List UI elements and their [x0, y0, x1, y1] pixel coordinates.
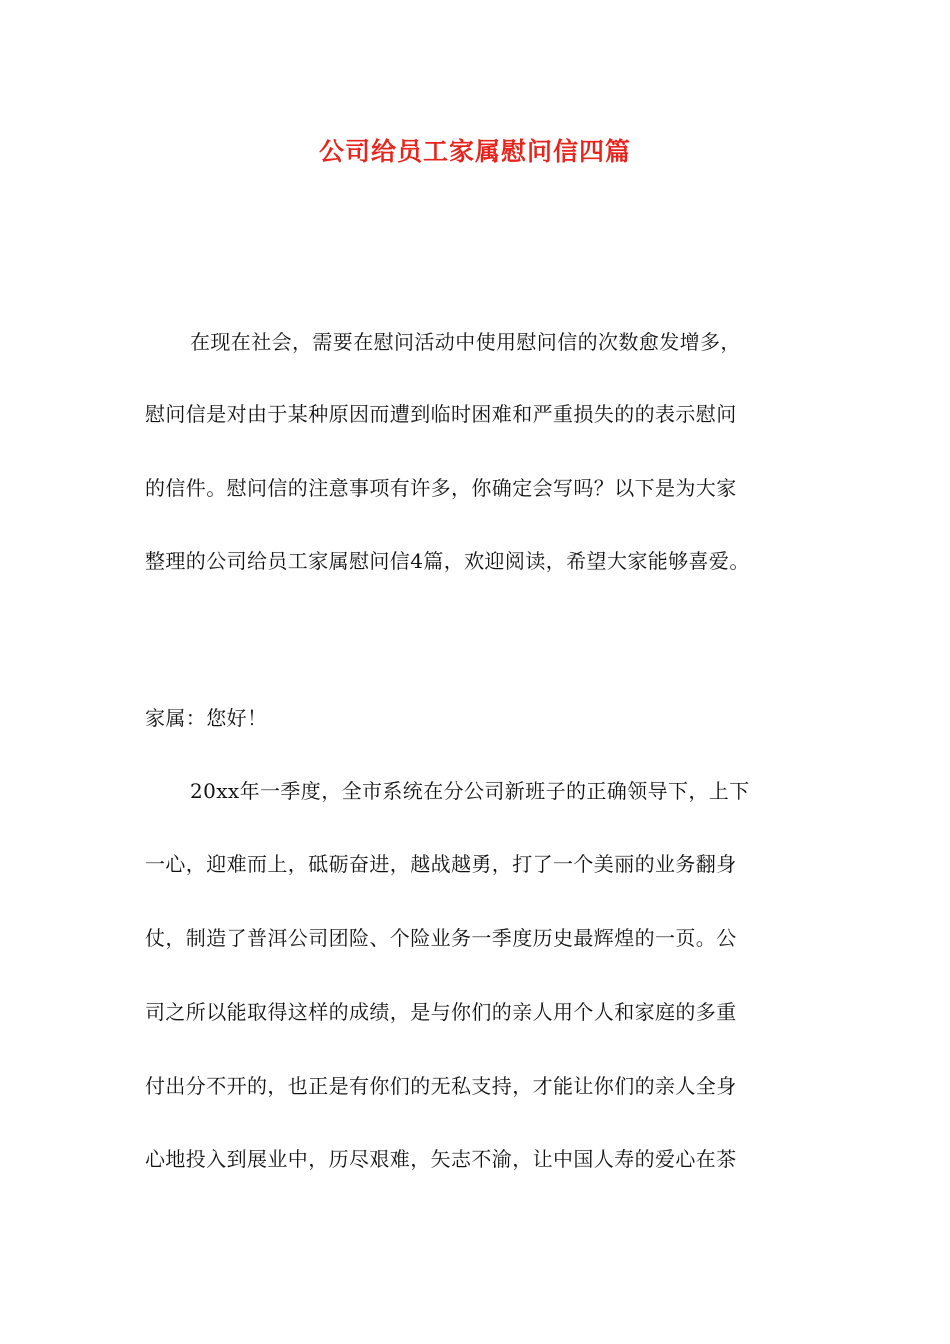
body-line: 司之所以能取得这样的成绩，是与你们的亲人用个人和家庭的多重 [145, 1000, 737, 1024]
body-line: 心地投入到展业中，历尽艰难，矢志不渝，让中国人寿的爱心在茶 [145, 1147, 737, 1171]
body-line: 一心，迎难而上，砥砺奋进，越战越勇，打了一个美丽的业务翻身 [145, 852, 737, 876]
intro-line: 整理的公司给员工家属慰问信4篇，欢迎阅读，希望大家能够喜爱。 [145, 549, 750, 573]
greeting: 家属：您好！ [145, 706, 268, 730]
intro-line: 的信件。慰问信的注意事项有许多，你确定会写吗？以下是为大家 [145, 476, 737, 500]
document-title: 公司给员工家属慰问信四篇 [318, 137, 631, 166]
body-line: 20xx年一季度，全市系统在分公司新班子的正确领导下，上下 [190, 779, 750, 803]
intro-line: 慰问信是对由于某种原因而遭到临时困难和严重损失的的表示慰问 [145, 402, 737, 426]
intro-line: 在现在社会，需要在慰问活动中使用慰问信的次数愈发增多， [190, 330, 741, 354]
body-line: 仗，制造了普洱公司团险、个险业务一季度历史最辉煌的一页。公 [145, 926, 737, 950]
body-line: 付出分不开的，也正是有你们的无私支持，才能让你们的亲人全身 [145, 1074, 737, 1098]
